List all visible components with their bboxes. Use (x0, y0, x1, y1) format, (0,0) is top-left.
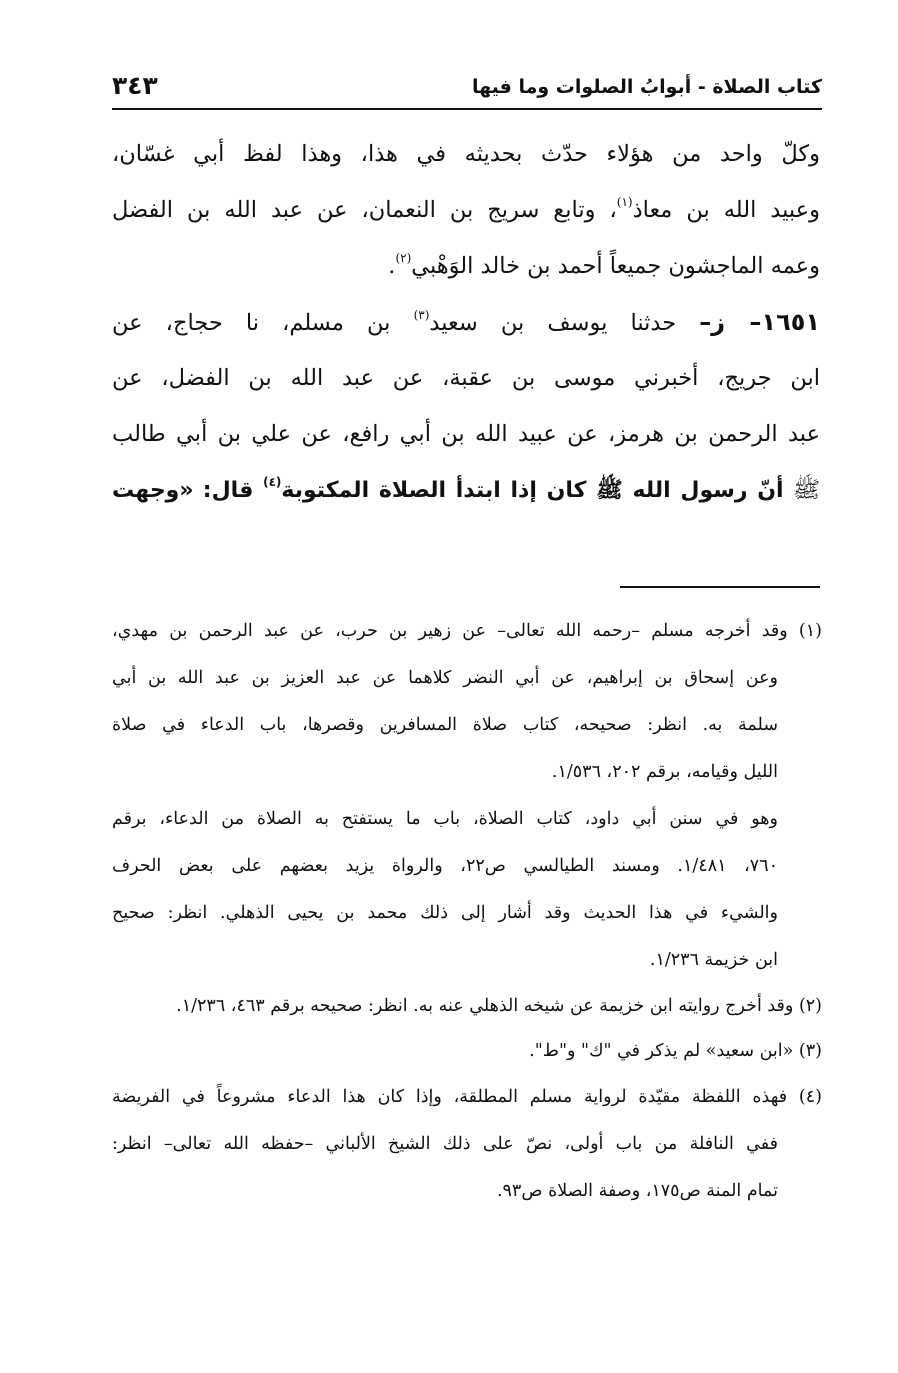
footnote-4 (112, 1074, 822, 1215)
footnote-line: ابن خزيمة ١/٢٣٦. (649, 950, 778, 970)
footnote-2 (112, 984, 822, 1029)
footnotes (112, 608, 822, 1215)
footnote-line: (٣) «ابن سعيد» لم يذكر في "ك" و"ط". (529, 1041, 822, 1061)
footnote-line: سلمة به. انظر: صحيحه، كتاب صلاة المسافرين وقصرها، باب الدعاء في صلاة (112, 715, 778, 735)
quote-start: «وجهت (112, 478, 194, 503)
text-line: وكلّ واحد من هؤلاء حدّث بحديثه في هذا، وهذا لفظ أبي غسّان، (112, 141, 820, 167)
honorific-glyph: ﷺ (792, 477, 821, 503)
footnote-line: (٤) فهذه اللفظة مقيّدة لرواية مسلم المطلقة، وإذا كان هذا الدعاء مشروعاً في الفريضة (112, 1087, 822, 1107)
hadith-line (112, 294, 820, 350)
footnote-line: ٧٦٠، ١/٤٨١. ومسند الطيالسي ص٢٢، والرواة يزيد بعضهم على بعض الحرف (112, 856, 778, 876)
bold-matn: أنّ رسول الله ﷺ كان إذا ابتدأ الصلاة المكتوبة$^{(٤)}$ قال: (202, 475, 784, 503)
footnote-ref: (١) (616, 195, 633, 209)
text-line: ابن جريج، أخبرني موسى بن عقبة، عن عبد الله بن الفضل، عن (112, 365, 820, 391)
footnote-line: ففي النافلة من باب أولى، نصّ على ذلك الشيخ الألباني –حفظه الله تعالى– انظر: (112, 1134, 778, 1154)
footnote-line: الليل وقيامه، برقم ٢٠٢، ١/٥٣٦. (551, 762, 778, 782)
footnote-ref: (٤) (263, 475, 282, 489)
footnote-ref: (٢) (395, 251, 412, 265)
footnote-line: وعن إسحاق بن إبراهيم، عن أبي النضر كلاهما عن عبد العزيز بن عبد الله بن أبي (112, 668, 778, 688)
running-header (112, 71, 822, 110)
page-number: ٣٤٣ (112, 71, 158, 100)
text-line: عبد الرحمن بن هرمز، عن عبيد الله بن أبي رافع، عن علي بن أبي طالب (112, 421, 820, 447)
footnote-line: (٢) وقد أخرج روايته ابن خزيمة عن شيخه الذهلي عنه به. انظر: صحيحه برقم ٤٦٣، ١/٢٣٦. (176, 996, 822, 1016)
footnote-separator (620, 586, 820, 588)
text-line (112, 462, 820, 518)
main-text (112, 126, 820, 518)
text-line: وعمه الماجشون جميعاً أحمد بن خالد الوَهْبي$^{(٢)}$. (388, 251, 820, 279)
footnote-1 (112, 608, 822, 984)
text-line: وعبيد الله بن معاذ$^{(١)}$، وتابع سريج بن النعمان، عن عبد الله بن الفضل (112, 195, 820, 223)
footnote-line: والشيء في هذا الحديث وقد أشار إلى ذلك محمد بن يحيى الذهلي. انظر: صحيح (112, 903, 778, 923)
footnote-line: وهو في سنن أبي داود، كتاب الصلاة، باب ما يستفتح به الصلاة من الدعاء، برقم (112, 809, 778, 829)
footnote-3 (112, 1029, 822, 1074)
footnote-line: تمام المنة ص١٧٥، وصفة الصلاة ص٩٣. (496, 1181, 778, 1201)
header-title: كتاب الصلاة - أبوابُ الصلوات وما فيها (471, 76, 822, 98)
footnote-line: (١) وقد أخرجه مسلم –رحمه الله تعالى– عن زهير بن حرب، عن عبد الرحمن بن مهدي، (112, 621, 822, 641)
hadith-number: ١٦٥١– ز– (699, 308, 821, 336)
footnote-ref: (٣) (413, 308, 430, 322)
hadith-text: حدثنا يوسف بن سعيد$^{(٣)}$ بن مسلم، نا حجاج، عن (112, 308, 677, 336)
